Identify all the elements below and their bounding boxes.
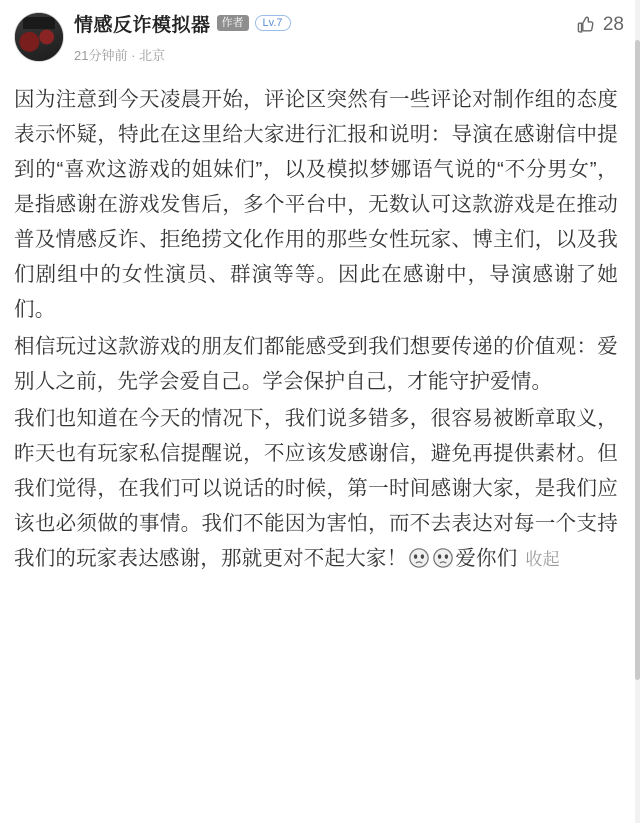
scrollbar-thumb[interactable]: [635, 40, 640, 680]
like-count: 28: [602, 14, 624, 35]
author-badge: 作者: [217, 15, 249, 31]
avatar-image-top: [23, 17, 55, 29]
post-paragraph-3: [14, 401, 618, 577]
post-last-line-suffix: 爱你们: [455, 547, 518, 570]
crying-face-emoji: [432, 547, 454, 569]
post-body: [14, 82, 626, 577]
like-button[interactable]: [574, 14, 624, 36]
post-header: [14, 10, 626, 74]
thumbs-up-icon: [574, 14, 596, 36]
avatar[interactable]: [14, 12, 64, 62]
scrollbar-track[interactable]: [635, 0, 640, 823]
author-name-row: [74, 10, 626, 36]
author-name[interactable]: 情感反诈模拟器: [74, 14, 211, 36]
crying-face-emoji: [408, 547, 430, 569]
level-badge: Lv.7: [255, 15, 291, 31]
post-paragraph-3-text: 我们也知道在今天的情况下，我们说多错多，很容易被断章取义，昨天也有玩家私信提醒说，不应该发感谢信，避免再提供素材。但我们觉得，在我们可以说话的时候，第一时间感谢大家，是我们应该也必须做的事情。我们不能因为害怕，而不去表达对每一个支持我们的玩家表达感谢，: [14, 407, 618, 570]
post-paragraph-1: 因为注意到今天凌晨开始，评论区突然有一些评论对制作组的态度表示怀疑，特此在这里给大家进行汇报和说明：导演在感谢信中提到的“喜欢这游戏的姐妹们”，以及模拟梦娜语气说的“不分男女”，是指感谢在游戏发售后，多个平台中，无数认可这款游戏是在推动普及情感反诈、拒绝捞文化作用的那些女性玩家、博主们，以及我们剧组中的女性演员、群演等等。因此在感谢中，导演感谢了她们。: [14, 88, 618, 321]
author-info: [74, 10, 626, 64]
post-paragraph-2: 相信玩过这款游戏的朋友们都能感受到我们想要传递的价值观：爱别人之前，先学会爱自己。学会保护自己，才能守护爱情。: [14, 335, 618, 393]
post-last-line-text: 那就更对不起大家！: [221, 547, 408, 570]
collapse-button[interactable]: 收起: [525, 550, 560, 569]
post-meta: 21分钟前 · 北京: [74, 48, 166, 63]
